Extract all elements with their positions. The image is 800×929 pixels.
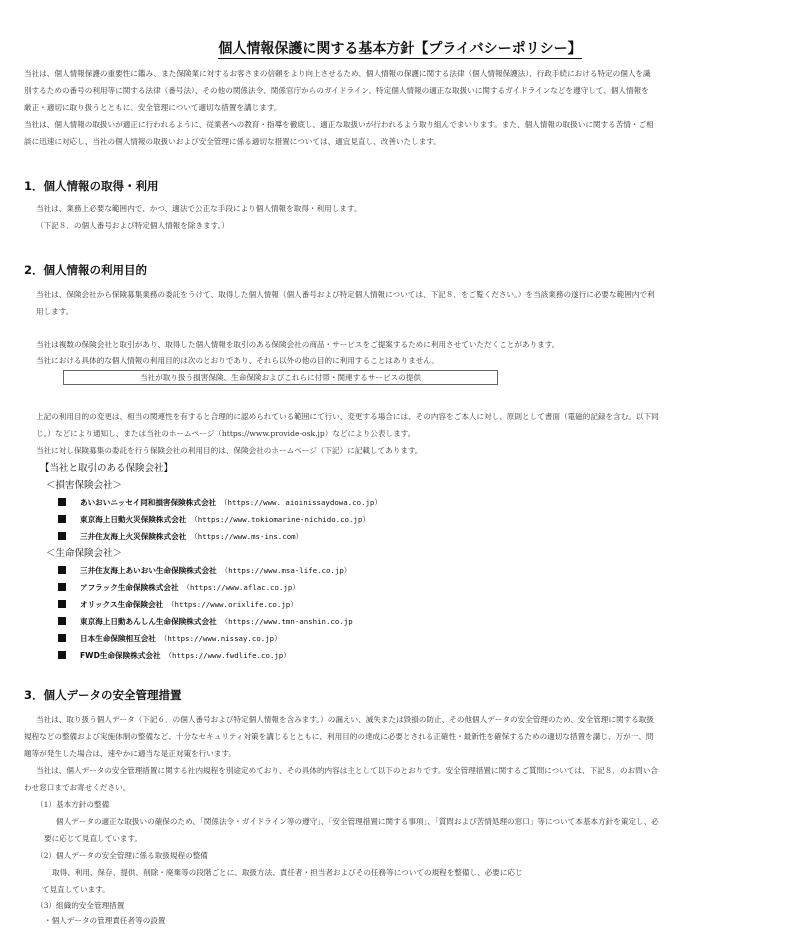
insurer-item: 東京海上日動あんしん生命保険株式会社 （https://www.tmn-anshin.co.jp bbox=[58, 616, 353, 628]
page-title: 個人情報保護に関する基本方針【プライバシーポリシー】 bbox=[218, 41, 582, 57]
insurer-link[interactable]: （https://www.ms-ins.com） bbox=[190, 532, 303, 541]
insurer-link[interactable]: （https://www.nissay.co.jp） bbox=[159, 634, 282, 643]
section3-line: 題等が発生した場合は、速やかに適当な是正対策を行います。 bbox=[24, 749, 237, 758]
insurers-heading: 【当社と取引のある保険会社】 bbox=[40, 463, 174, 474]
bullet-square-icon bbox=[58, 600, 66, 608]
nonlife-heading: ＜損害保険会社＞ bbox=[46, 480, 123, 491]
insurer-link[interactable]: （https://www.msa-life.co.jp） bbox=[220, 566, 352, 575]
section3-line: （2）個人データの安全管理に係る取扱規程の整備 bbox=[36, 851, 208, 860]
section3-line: （3）組織的安全管理措置 bbox=[36, 901, 125, 910]
insurer-item: 東京海上日動火災保険株式会社 （https://www.tokiomarine-nichido.co.jp） bbox=[58, 514, 370, 526]
section3-line: 取得、利用、保存、提供、削除・廃棄等の段階ごとに、取扱方法、責任者・担当者およびその任務等についての規程を整備し、必要に応じ bbox=[52, 868, 523, 877]
section1-line: 当社は、業務上必要な範囲内で、かつ、適法で公正な手段により個人情報を取得・利用します。 bbox=[36, 204, 362, 213]
section2-line: 当社における具体的な個人情報の利用目的は次のとおりであり、それら以外の他の目的に利用することはありません。 bbox=[36, 356, 439, 365]
section2-line: 当社に対し保険募集の委託を行う保険会社の利用目的は、保険会社のホームページ（下記）に記載してあります。 bbox=[36, 446, 423, 455]
insurer-item: 日本生命保険相互会社 （https://www.nissay.co.jp） bbox=[58, 633, 282, 645]
section3-line: （1）基本方針の整備 bbox=[36, 800, 110, 809]
insurer-item: 三井住友海上火災保険株式会社 （https://www.ms-ins.com） bbox=[58, 531, 303, 543]
insurer-link[interactable]: （https://www.fwdlife.co.jp） bbox=[164, 651, 291, 660]
insurer-item: あいおいニッセイ同和損害保険株式会社 （https://www. aioinissaydowa.co.jp） bbox=[58, 497, 382, 509]
insurer-link[interactable]: （https://www. aioinissaydowa.co.jp） bbox=[220, 498, 382, 507]
section2-line: じ。）などにより通知し、または当社のホームページ（https://www.provide-osk.jp）などにより公表します。 bbox=[36, 429, 416, 438]
insurer-link[interactable]: （https://www.aflac.co.jp） bbox=[182, 583, 300, 592]
insurer-item: 三井住友海上あいおい生命保険株式会社 （https://www.msa-life.co.jp） bbox=[58, 565, 351, 577]
insurer-item: アフラック生命保険株式会社 （https://www.aflac.co.jp） bbox=[58, 582, 300, 594]
intro-line: 別するための番号の利用等に関する法律（番号法）、その他の関係法令、関係官庁からのガイドライン、特定個人情報の適正な取扱いに関するガイドラインなどを遵守して、個人情報を bbox=[24, 86, 649, 95]
bullet-square-icon bbox=[58, 617, 66, 625]
insurer-item: FWD生命保険株式会社 （https://www.fwdlife.co.jp） bbox=[58, 650, 291, 662]
section3-line: て見直しています。 bbox=[42, 885, 110, 894]
section2-line: 当社は複数の保険会社と取引があり、取得した個人情報を取引のある保険会社の商品・サービスをご提案するために利用させていただくことがあります。 bbox=[36, 340, 560, 349]
section3-line: 当社は、個人データの安全管理措置に関する社内規程を別途定めており、その具体的内容は主として以下のとおりです。安全管理措置に関するご質問については、下記８．のお問い合 bbox=[36, 766, 658, 775]
section3-line: わせ窓口までお寄せください。 bbox=[24, 783, 131, 792]
section3-line: 規程などの整備および実施体制の整備など、十分なセキュリティ対策を講じるとともに、利用目的の達成に必要とされる正確性・最新性を確保するための適切な措置を講じ、万が一、問 bbox=[24, 732, 654, 741]
section-heading-2: 2．個人情報の利用目的 bbox=[24, 263, 148, 277]
insurer-link[interactable]: （https://www.orixlife.co.jp） bbox=[167, 600, 298, 609]
insurer-link[interactable]: （https://www.tmn-anshin.co.jp bbox=[220, 617, 353, 626]
section1-line: （下記８．の個人番号および特定個人情報を除きます。） bbox=[36, 221, 230, 230]
bullet-square-icon bbox=[58, 651, 66, 659]
insurer-link[interactable]: （https://www.tokiomarine-nichido.co.jp） bbox=[190, 515, 370, 524]
section2-line: 用します。 bbox=[36, 307, 74, 316]
bullet-square-icon bbox=[58, 498, 66, 506]
section-heading-3: 3．個人データの安全管理措置 bbox=[24, 688, 182, 702]
purpose-box: 当社が取り扱う損害保険、生命保険およびこれらに付帯・関連するサービスの提供 bbox=[63, 370, 498, 385]
section3-line: 個人データの適正な取扱いの確保のため、「関係法令・ガイドライン等の遵守」、「安全管理措置に関する事項」、「質問および苦情処理の窓口」等について本基本方針を策定し、必 bbox=[56, 817, 659, 826]
insurer-item: オリックス生命保険会社 （https://www.orixlife.co.jp） bbox=[58, 599, 298, 611]
bullet-square-icon bbox=[58, 532, 66, 540]
intro-line: 当社は、個人情報保護の重要性に鑑み、また保険業に対するお客さまの信頼をより向上させるため、個人情報の保護に関する法律（個人情報保護法）、行政手続における特定の個人を識 bbox=[24, 69, 651, 78]
section-heading-1: 1．個人情報の取得・利用 bbox=[24, 179, 159, 193]
intro-line: 厳正・適切に取り扱うとともに、安全管理について適切な措置を講じます。 bbox=[24, 103, 282, 112]
section3-line: 当社は、取り扱う個人データ（下記６．の個人番号および特定個人情報を含みます。）の漏えい、滅失または毀損の防止、その他個人データの安全管理のため、安全管理に関する取扱 bbox=[36, 715, 654, 724]
section2-line: 当社は、保険会社から保険募集業務の委託をうけて、取得した個人情報（個人番号および特定個人情報については、下記８．をご覧ください。）を当該業務の遂行に必要な範囲内で利 bbox=[36, 290, 655, 299]
intro-line: 当社は、個人情報の取扱いが適正に行われるように、従業者への教育・指導を徹底し、適正な取扱いが行われるよう取り組んでまいります。また、個人情報の取扱いに関する苦情・ご相 bbox=[24, 120, 654, 129]
section3-line: 要に応じて見直しています。 bbox=[44, 834, 143, 843]
section3-line: ・個人データの管理責任者等の設置 bbox=[44, 916, 166, 925]
intro-line: 談に迅速に対応し、当社の個人情報の取扱いおよび安全管理に係る適切な措置については、適宜見直し、改善いたします。 bbox=[24, 137, 441, 146]
bullet-square-icon bbox=[58, 566, 66, 574]
life-heading: ＜生命保険会社＞ bbox=[46, 548, 123, 559]
bullet-square-icon bbox=[58, 515, 66, 523]
bullet-square-icon bbox=[58, 583, 66, 591]
bullet-square-icon bbox=[58, 634, 66, 642]
section2-line: 上記の利用目的の変更は、相当の関連性を有すると合理的に認められている範囲にて行い、変更する場合には、その内容をご本人に対し、原則として書面（電磁的記録を含む。以下同 bbox=[36, 412, 659, 421]
